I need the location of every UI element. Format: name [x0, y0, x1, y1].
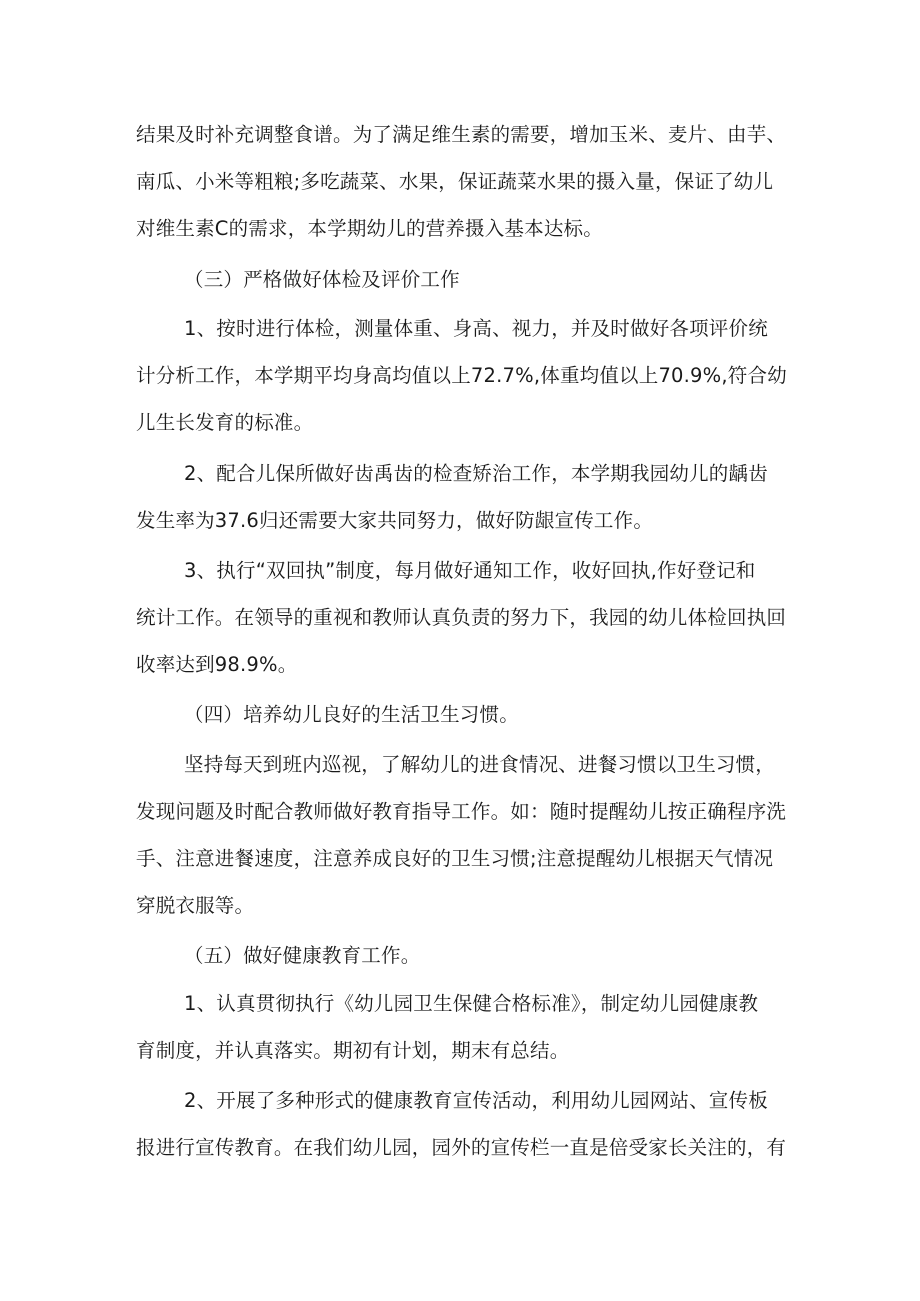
- paragraph-line: 统计工作。在领导的重视和教师认真负责的努力下，我园的幼儿体检回执回: [136, 606, 787, 629]
- paragraph-line: 2、开展了多种形式的健康教育宣传活动，利用幼儿园网站、宣传板: [184, 1089, 768, 1112]
- section-heading-3: （三）严格做好体检及评价工作: [184, 268, 460, 291]
- paragraph-line: 1、认真贯彻执行《幼儿园卫生保健合格标准》，制定幼儿园健康教: [184, 992, 759, 1015]
- paragraph-line: 穿脱衣服等。: [136, 894, 255, 917]
- paragraph-line: 育制度，并认真落实。期初有计划，期末有总结。: [136, 1039, 570, 1062]
- paragraph-line: 发生率为37.6归还需要大家共同努力，做好防龈宣传工作。: [136, 509, 654, 532]
- paragraph-line: 2、配合儿保所做好齿禹齿的检查矫治工作，本学期我园幼儿的龋齿: [184, 462, 768, 485]
- section-heading-4: （四）培养幼儿良好的生活卫生习惯。: [184, 703, 519, 726]
- paragraph-line: 计分析工作，本学期平均身高均值以上72.7%,体重均值以上70.9%,符合幼: [136, 364, 787, 387]
- paragraph-line: 南瓜、小米等粗粮;多吃蔬菜、水果，保证蔬菜水果的摄入量，保证了幼儿: [136, 170, 774, 193]
- paragraph-line: 手、注意进餐速度，注意养成良好的卫生习惯;注意提醒幼儿根据天气情况: [136, 847, 774, 870]
- paragraph-line: 儿生长发育的标准。: [136, 411, 314, 434]
- paragraph-line: 收率达到98.9%。: [136, 653, 298, 676]
- paragraph-line: 发现问题及时配合教师做好教育指导工作。如：随时提醒幼儿按正确程序洗: [136, 800, 787, 823]
- paragraph-line: 3、执行“双回执”制度，每月做好通知工作，收好回执,作好登记和: [184, 559, 756, 582]
- paragraph-line: 报进行宣传教育。在我们幼儿园，园外的宣传栏一直是倍受家长关注的，有: [136, 1136, 787, 1159]
- paragraph-line: 对维生素C的需求，本学期幼儿的营养摄入基本达标。: [136, 217, 603, 240]
- paragraph-line: 结果及时补充调整食谱。为了满足维生素的需要，增加玉米、麦片、由芋、: [136, 123, 787, 146]
- section-heading-5: （五）做好健康教育工作。: [184, 944, 421, 967]
- paragraph-line: 1、按时进行体检，测量体重、身高、视力，并及时做好各项评价统: [184, 317, 768, 340]
- paragraph-line: 坚持每天到班内巡视，了解幼儿的进食情况、进餐习惯以卫生习惯，: [184, 753, 776, 776]
